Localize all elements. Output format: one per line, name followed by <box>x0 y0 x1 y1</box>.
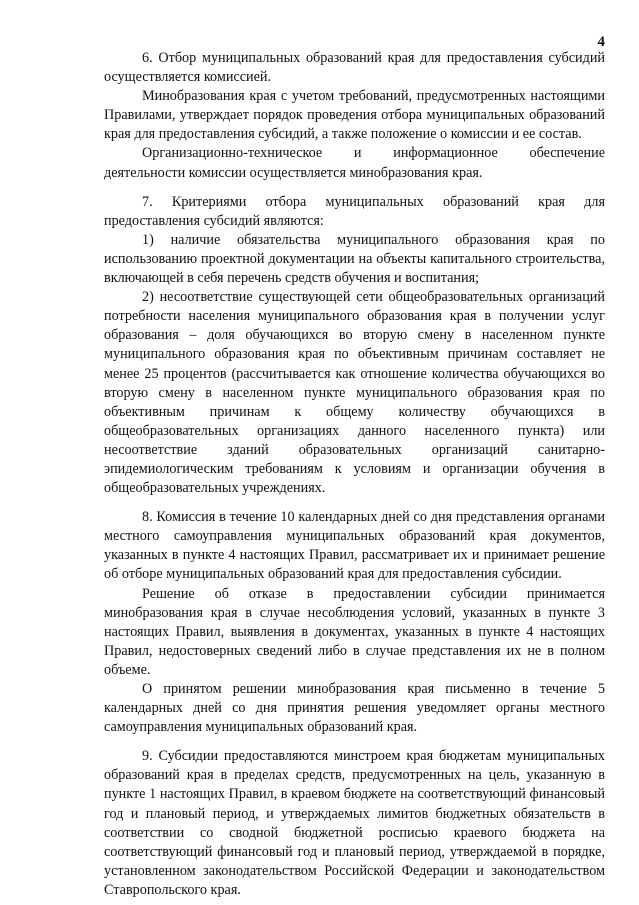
paragraph-6-selection: 6. Отбор муниципальных образований края для предоставления субсидий осуществляется комиссией. <box>104 50 605 86</box>
paragraph-8-commission-review: 8. Комиссия в течение 10 календарных дней со дня представления органами местного самоуправления муниципальных образований края документов, указанных в пункте 4 настоящих Правил, рассматривает их и принимает решение об отборе муниципальных образований края для предоставления субсидии. <box>104 509 605 583</box>
document-body <box>104 49 605 900</box>
paragraph-refusal: Решение об отказе в предоставлении субсидии принимается минобразования края в случае несоблюдения условий, указанных в пункте 3 настоящих Правил, выявления в документах, указанных в пункте 4 настоящих Правил, недостоверных сведений либо в случае представления их не в полном объеме. <box>104 585 605 678</box>
paragraph-ministry-procedure: Минобразования края с учетом требований, предусмотренных настоящими Правилами, утверждает порядок проведения отбора муниципальных образований края для предоставления субсидий, а также положение о комиссии и ее состав. <box>104 88 605 143</box>
paragraph-7-criteria: 7. Критериями отбора муниципальных образований края для предоставления субсидий являются: <box>104 193 605 229</box>
paragraph-notification: О принятом решении минобразования края письменно в течение 5 календарных дней со дня принятия решения уведомляет органы местного самоуправления муниципальных образований края. <box>104 681 605 736</box>
criterion-2: 2) несоответствие существующей сети общеобразовательных организаций потребности населения муниципального образования края в получении услуг образования – доля обучающихся во вторую смену в населенном пункте муниципального образования края по объективным причинам составляет не менее 25 процентов (рассчитывается как отношение количества обучающихся во вторую смену в населенном пункте муниципального образования края по объективным причинам к общему количеству обучающихся в общеобразовательных организациях данного населенного пункта) или несоответствие зданий образовательных организаций санитарно-эпидемиологическим требованиям к условиям и организации обучения в общеобразовательных учреждениях. <box>104 289 605 497</box>
criterion-1: 1) наличие обязательства муниципального образования края по использованию проектной документации на объекты капитального строительства, включающей в себя перечень средств обучения и воспитания; <box>104 231 605 287</box>
paragraph-9-subsidies: 9. Субсидии предоставляются минстроем края бюджетам муниципальных образований края в пределах средств, предусмотренных на цель, указанную в пункте 1 настоящих Правил, в краевом бюджете на соответствующий финансовый год и плановый период, и утверждаемых лимитов бюджетных обязательств в соответствии со сводной бюджетной росписью краевого бюджета на соответствующий финансовый год и плановый период, утверждаемой в порядке, установленном законодательством Российской Федерации и законодательством Ставропольского края. <box>104 748 605 898</box>
page-number: 4 <box>597 34 605 50</box>
paragraph-commission-support: Организационно-техническое и информационное обеспечение деятельности комиссии осуществляется минобразования края. <box>104 145 605 181</box>
